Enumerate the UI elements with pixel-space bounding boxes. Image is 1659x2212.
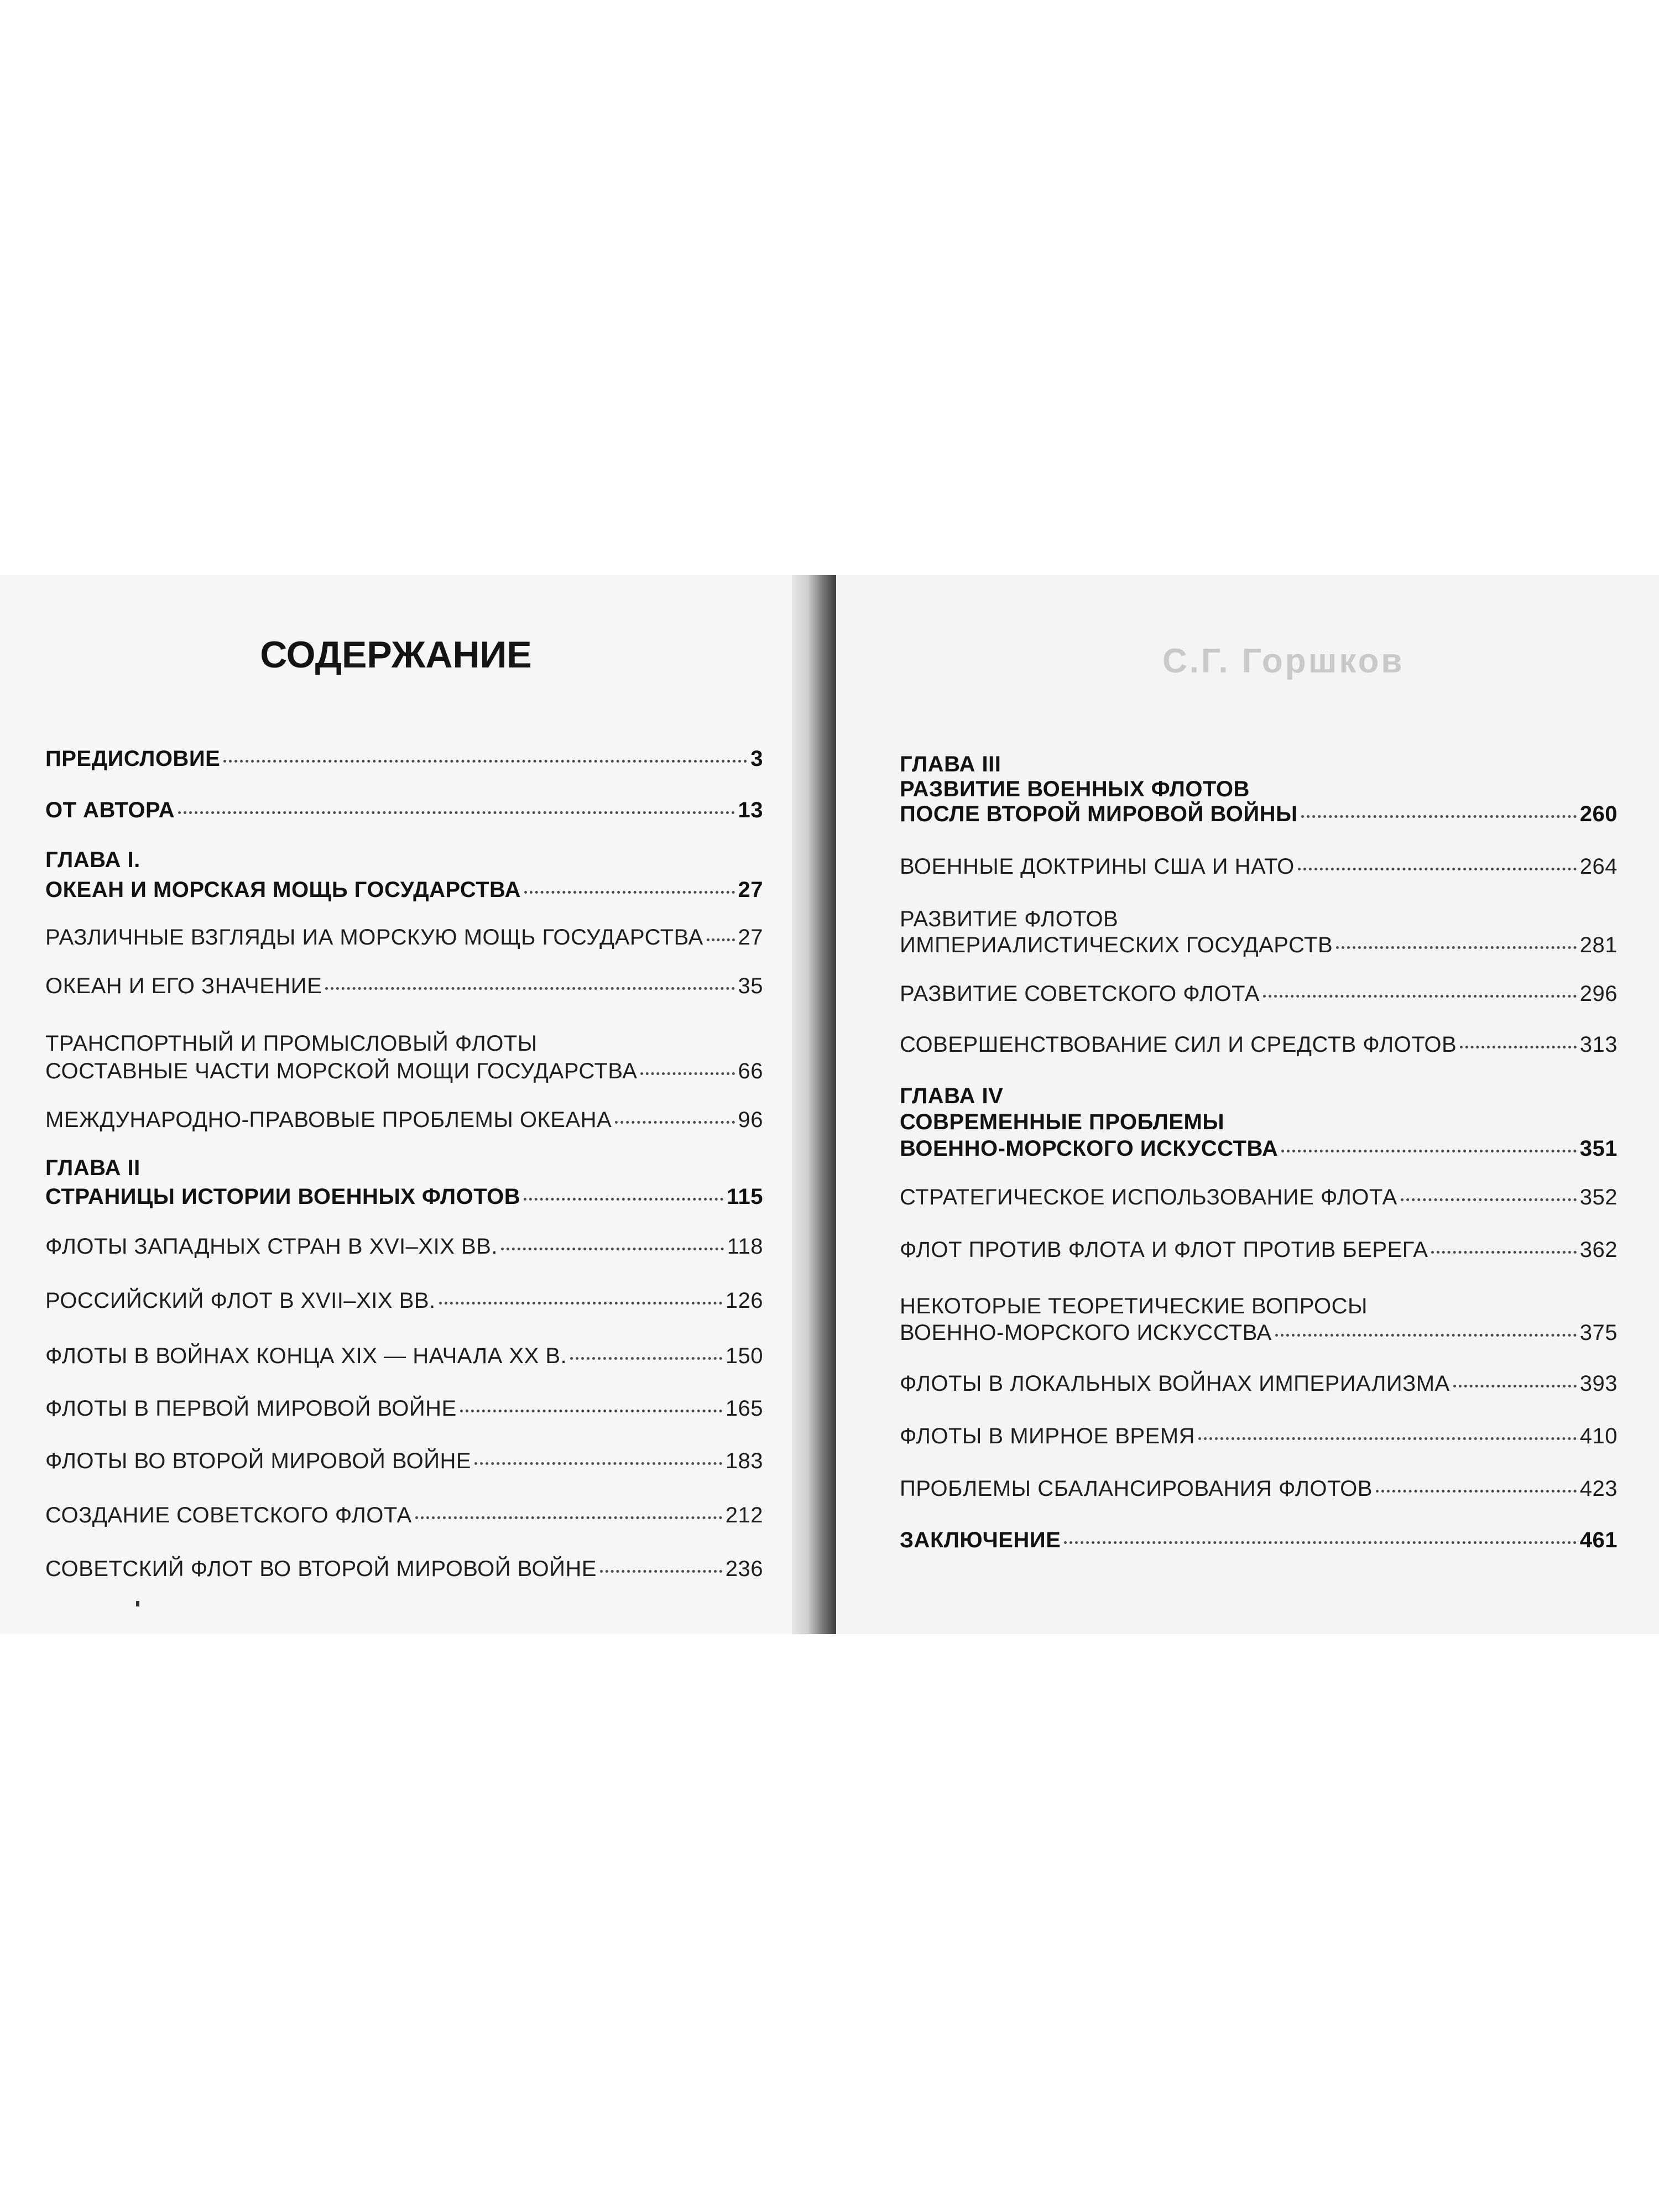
toc-entry: ОТ АВТОРА 13 bbox=[45, 798, 763, 822]
toc-title: СОДЕРЖАНИЕ bbox=[260, 634, 532, 676]
toc-entry: ПРЕДИСЛОВИЕ 3 bbox=[45, 747, 763, 771]
toc-entry: СТРАНИЦЫ ИСТОРИИ ВОЕННЫХ ФЛОТОВ 115 bbox=[45, 1185, 763, 1209]
toc-entry: ЗАКЛЮЧЕНИЕ 461 bbox=[900, 1528, 1618, 1552]
chapter-heading: ГЛАВА III bbox=[900, 752, 1001, 776]
toc-entry: СТРАТЕГИЧЕСКОЕ ИСПОЛЬЗОВАНИЕ ФЛОТА 352 bbox=[900, 1185, 1618, 1209]
toc-entry: ФЛОТЫ В ВОЙНАХ КОНЦА XIX — НАЧАЛА XX В. 150 bbox=[45, 1344, 763, 1368]
toc-entry: МЕЖДУНАРОДНО-ПРАВОВЫЕ ПРОБЛЕМЫ ОКЕАНА 96 bbox=[45, 1108, 763, 1132]
toc-entry: ФЛОТЫ В МИРНОЕ ВРЕМЯ 410 bbox=[900, 1424, 1618, 1448]
toc-entry: ВОЕННО-МОРСКОГО ИСКУССТВА 351 bbox=[900, 1136, 1618, 1161]
toc-entry: СОВЕРШЕНСТВОВАНИЕ СИЛ И СРЕДСТВ ФЛОТОВ 313 bbox=[900, 1032, 1618, 1057]
chapter-heading: СОВРЕМЕННЫЕ ПРОБЛЕМЫ bbox=[900, 1110, 1224, 1134]
toc-entry: ИМПЕРИАЛИСТИЧЕСКИХ ГОСУДАРСТВ 281 bbox=[900, 933, 1618, 957]
toc-entry-first-line: РАЗВИТИЕ ФЛОТОВ bbox=[900, 907, 1119, 931]
right-page bbox=[836, 575, 1659, 1634]
toc-entry: РОССИЙСКИЙ ФЛОТ В XVII–XIX ВВ. 126 bbox=[45, 1288, 763, 1313]
left-page bbox=[0, 575, 792, 1634]
toc-entry: РАЗЛИЧНЫЕ ВЗГЛЯДЫ ИА МОРСКУЮ МОЩЬ ГОСУДАРСТВА 27 bbox=[45, 925, 763, 950]
toc-entry: ФЛОТЫ В ЛОКАЛЬНЫХ ВОЙНАХ ИМПЕРИАЛИЗМА 393 bbox=[900, 1371, 1618, 1396]
toc-entry: СОВЕТСКИЙ ФЛОТ ВО ВТОРОЙ МИРОВОЙ ВОЙНЕ 236 bbox=[45, 1557, 763, 1581]
page-mark bbox=[136, 1601, 139, 1606]
toc-entry-first-line: НЕКОТОРЫЕ ТЕОРЕТИЧЕСКИЕ ВОПРОСЫ bbox=[900, 1294, 1368, 1318]
toc-entry: ОКЕАН И ЕГО ЗНАЧЕНИЕ 35 bbox=[45, 974, 763, 998]
toc-entry: ФЛОТЫ ВО ВТОРОЙ МИРОВОЙ ВОЙНЕ 183 bbox=[45, 1449, 763, 1473]
toc-entry: ФЛОТ ПРОТИВ ФЛОТА И ФЛОТ ПРОТИВ БЕРЕГА 362 bbox=[900, 1238, 1618, 1262]
toc-entry: ВОЕННО-МОРСКОГО ИСКУССТВА 375 bbox=[900, 1321, 1618, 1345]
chapter-heading: ГЛАВА I. bbox=[45, 848, 140, 872]
toc-entry: ОКЕАН И МОРСКАЯ МОЩЬ ГОСУДАРСТВА 27 bbox=[45, 878, 763, 902]
toc-entry: ФЛОТЫ В ПЕРВОЙ МИРОВОЙ ВОЙНЕ 165 bbox=[45, 1396, 763, 1421]
toc-entry: ПРОБЛЕМЫ СБАЛАНСИРОВАНИЯ ФЛОТОВ 423 bbox=[900, 1477, 1618, 1501]
toc-entry-first-line: ТРАНСПОРТНЫЙ И ПРОМЫСЛОВЫЙ ФЛОТЫ bbox=[45, 1031, 538, 1056]
toc-entry: ФЛОТЫ ЗАПАДНЫХ СТРАН В XVI–XIX ВВ. 118 bbox=[45, 1234, 763, 1259]
toc-entry: РАЗВИТИЕ СОВЕТСКОГО ФЛОТА 296 bbox=[900, 982, 1618, 1006]
toc-entry: СОЗДАНИЕ СОВЕТСКОГО ФЛОТА 212 bbox=[45, 1503, 763, 1527]
toc-entry: ПОСЛЕ ВТОРОЙ МИРОВОЙ ВОЙНЫ 260 bbox=[900, 802, 1618, 826]
chapter-heading: ГЛАВА IV bbox=[900, 1084, 1004, 1108]
chapter-heading: РАЗВИТИЕ ВОЕННЫХ ФЛОТОВ bbox=[900, 777, 1250, 801]
book-spine bbox=[792, 575, 836, 1634]
show-through-author: С.Г. Горшков bbox=[1162, 642, 1405, 680]
chapter-heading: ГЛАВА II bbox=[45, 1156, 140, 1180]
toc-entry: ВОЕННЫЕ ДОКТРИНЫ США И НАТО 264 bbox=[900, 854, 1618, 879]
toc-entry: СОСТАВНЫЕ ЧАСТИ МОРСКОЙ МОЩИ ГОСУДАРСТВА 66 bbox=[45, 1059, 763, 1083]
